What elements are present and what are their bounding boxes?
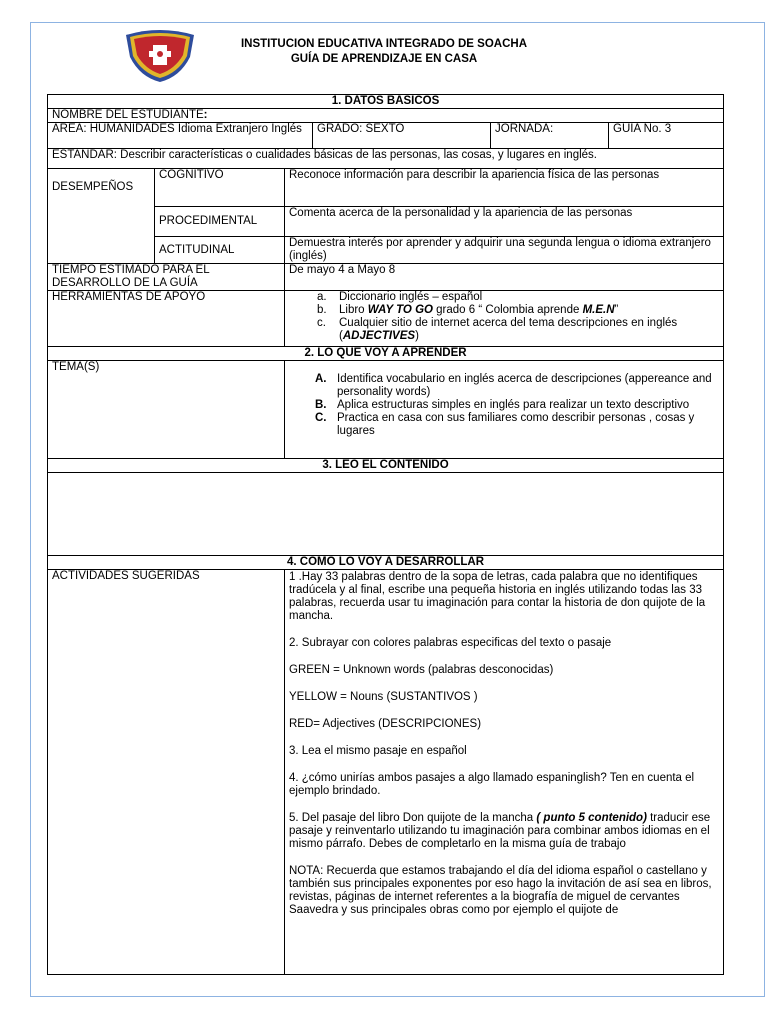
section-1-title: 1. DATOS BÁSICOS (48, 95, 724, 109)
herramienta-text: Cualquier sitio de internet acerca del tema descripciones en inglés ( (339, 317, 678, 342)
list-marker: C. (315, 412, 327, 424)
list-marker: A. (315, 373, 327, 385)
tiempo-value: De mayo 4 a Mayo 8 (285, 264, 724, 291)
tiempo-label: TIEMPO ESTIMADO PARA EL DESARROLLO DE LA GUÍA (48, 264, 285, 291)
tema-text: Identifica vocabulario en inglés acerca de descripciones (appereance and personality words) (337, 373, 712, 398)
herramientas-label: HERRAMIENTAS DE APOYO (48, 291, 285, 347)
guia-cell: GUÍA No. 3 (609, 123, 724, 149)
datos-table (47, 94, 724, 975)
tema-list-cell (285, 361, 724, 459)
activity-paragraph: 3. Lea el mismo pasaje en español (289, 745, 467, 757)
herramienta-text: Diccionario inglés – español (339, 291, 483, 303)
tema-item (289, 373, 719, 399)
tema-label: TEMA(S) (48, 361, 285, 459)
activity-note: NOTA: Recuerda que estamos trabajando el día del idioma español o castellano y también sus principales exponentes por eso hago la invitación de así sea en libros, revistas, páginas de internet referentes a la biografía de miguel de cervantes Saavedra y sus principales obras como por ejemplo el quijote de (289, 865, 712, 916)
section-3-title: 3. LEO EL CONTENIDO (48, 459, 724, 473)
actitudinal-label: ACTITUDINAL (155, 237, 285, 264)
publisher-abbrev: M.E.N (582, 304, 615, 316)
actividades-label: ACTIVIDADES SUGERIDAS (48, 570, 285, 975)
section-4-title: 4. CÓMO LO VOY A DESARROLLAR (48, 556, 724, 570)
herramienta-item (289, 317, 719, 343)
grado-cell: GRADO: SEXTO (313, 123, 491, 149)
area-cell: AREA: HUMANIDADES Idioma Extranjero Inglés (48, 123, 313, 149)
herramienta-text: ) (415, 330, 419, 342)
list-marker: a. (317, 291, 327, 303)
herramienta-item (289, 291, 719, 304)
actitudinal-text: Demuestra interés por aprender y adquirir una segunda lengua o idioma extranjero (inglés) (285, 237, 724, 264)
desempenos-label: DESEMPEÑOS (48, 169, 155, 264)
procedimental-text: Comenta acerca de la personalidad y la apariencia de las personas (285, 207, 724, 237)
herramientas-list (289, 291, 719, 343)
actividades-cell (285, 570, 724, 975)
tema-text: Practica en casa con sus familiares como describir personas , cosas y lugares (337, 412, 695, 437)
tema-item (289, 399, 719, 412)
list-marker: c. (317, 317, 326, 329)
school-shield-icon (120, 27, 200, 83)
tema-list (289, 373, 719, 438)
herramienta-text: Libro (339, 304, 368, 316)
list-marker: b. (317, 304, 327, 316)
list-marker: B. (315, 399, 327, 411)
activity-paragraph: 1 .Hay 33 palabras dentro de la sopa de letras, cada palabra que no identifiques tradúcela y al final, escribe una pequeña historia en inglés utilizando todas las 33 palabras, recuerda usar tu imaginación para contar la historia de don quijote de la mancha. (289, 571, 706, 622)
document-subtitle: GUÍA DE APRENDIZAJE EN CASA (290, 53, 478, 65)
institution-title: INSTITUCION EDUCATIVA INTEGRADO DE SOACHA (240, 38, 527, 50)
cognitivo-text: Reconoce información para describir la apariencia física de las personas (285, 169, 724, 207)
topic-keyword: ADJECTIVES (342, 330, 416, 342)
herramientas-list-cell (285, 291, 724, 347)
activity-paragraph: RED= Adjectives (DESCRIPCIONES) (289, 718, 482, 730)
student-name-row[interactable] (48, 109, 724, 123)
content-area[interactable] (48, 473, 724, 556)
herramienta-item (289, 304, 719, 317)
cognitivo-label: COGNITIVO (155, 169, 285, 207)
activity-text: 5. Del pasaje del libro Don quijote de la mancha (289, 812, 537, 824)
tema-text: Aplica estructuras simples en inglés para realizar un texto descriptivo (337, 399, 690, 411)
herramienta-text: grado 6 “ Colombia aprende (432, 304, 583, 316)
student-name-label: NOMBRE DEL ESTUDIANTE (52, 109, 204, 121)
student-name-colon: : (203, 109, 208, 121)
activity-paragraph: 4. ¿cómo unirías ambos pasajes a algo llamado espaninglish? Ten en cuenta el ejemplo brindado. (289, 772, 695, 797)
activity-text: traducir ese pasaje y reinventarlo utilizando tu imaginación para combinar ambos idiomas en el mismo párrafo. Debes de completarlo en la misma guía de trabajo (289, 812, 711, 850)
activity-paragraph (289, 812, 719, 851)
estandar-cell: ESTANDAR: Describir características o cualidades básicas de las personas, las cosas, y lugares en inglés. (48, 149, 724, 169)
tema-item (289, 412, 719, 438)
activity-emphasis: ( punto 5 contenido) (536, 812, 647, 824)
book-title: WAY TO GO (367, 304, 433, 316)
section-2-title: 2. LO QUE VOY A APRENDER (48, 347, 724, 361)
activity-paragraph: YELLOW = Nouns (SUSTANTIVOS ) (289, 691, 478, 703)
procedimental-label: PROCEDIMENTAL (155, 207, 285, 237)
activity-paragraph: 2. Subrayar con colores palabras especificas del texto o pasaje (289, 637, 612, 649)
jornada-cell: JORNADA: (491, 123, 609, 149)
herramienta-text: ” (614, 304, 619, 316)
activity-paragraph: GREEN = Unknown words (palabras desconocidas) (289, 664, 554, 676)
